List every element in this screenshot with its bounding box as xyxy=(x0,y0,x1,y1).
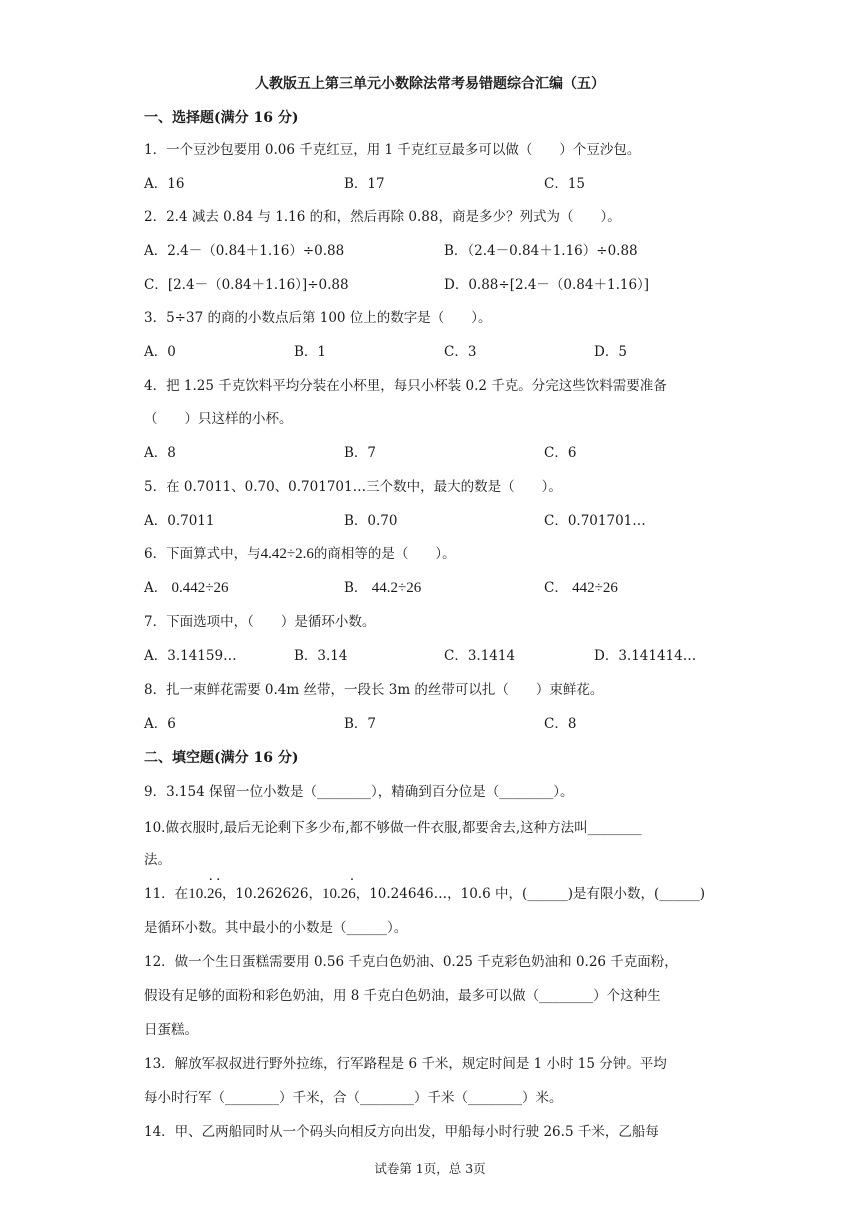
q11-repeating-decimal-1 xyxy=(188,886,222,902)
q11-n1-int: 10. xyxy=(188,886,207,902)
question-7: 7．下面选项中，（ ）是循环小数。 xyxy=(144,614,376,630)
q3-option-a: A．0 xyxy=(144,344,176,360)
q6-option-a-label: A． xyxy=(144,580,168,596)
q11-n2-digit-1: 2 xyxy=(340,886,349,902)
q7-option-c: C．3.1414 xyxy=(444,648,516,664)
q2-option-d: D．0.88÷[2.4－（0.84＋1.16）] xyxy=(444,277,650,293)
q4-option-b: B．7 xyxy=(344,445,377,461)
q7-option-a: A．3.14159… xyxy=(144,648,237,664)
question-8: 8．扎一束鲜花需要 0.4m 丝带，一段长 3m 的丝带可以扎（ ）束鲜花。 xyxy=(144,682,604,698)
question-1: 1．一个豆沙包要用 0.06 千克红豆，用 1 千克红豆最多可以做（ ）个豆沙包。 xyxy=(144,142,641,158)
q11-mid-1: ，10.262626， xyxy=(221,886,322,902)
q6-option-a-expr: 0.442÷26 xyxy=(171,580,229,596)
q11-n1-dot-digit-2: · 6 xyxy=(214,884,222,904)
question-11-line-2: 是循环小数。其中最小的小数是（______）。 xyxy=(144,920,408,936)
question-4-line-2: （ ）只这样的小杯。 xyxy=(144,411,293,427)
q4-option-a: A．8 xyxy=(144,445,176,461)
q6-text-after: 的商相等的是（ ）。 xyxy=(313,546,456,562)
q7-option-d: D．3.141414… xyxy=(594,648,697,664)
page-title: 人教版五上第三单元小数除法常考易错题综合汇编（五） xyxy=(255,76,605,92)
question-13-line-1: 13．解放军叔叔进行野外拉练，行军路程是 6 千米，规定时间是 1 小时 15 分钟。平均 xyxy=(144,1056,667,1072)
q6-option-c-label: C． xyxy=(544,580,568,596)
question-12-line-1: 12．做一个生日蛋糕需要用 0.56 千克白色奶油、0.25 千克彩色奶油和 0.26 千克面粉， xyxy=(144,954,678,970)
q6-option-b-label: B． xyxy=(344,580,368,596)
q8-option-b: B．7 xyxy=(344,716,377,732)
question-14-line-1: 14．甲、乙两船同时从一个码头向相反方向出发，甲船每小时行驶 26.5 千米，乙船每 xyxy=(144,1124,659,1140)
q11-prefix: 11．在 xyxy=(144,886,189,902)
q11-n1-dot-digit-1: · 2 xyxy=(207,884,215,904)
q4-option-c: C．6 xyxy=(544,445,577,461)
q11-n2-dot-digit-2: · 6 xyxy=(348,884,356,904)
q6-option-a xyxy=(144,578,229,598)
q1-option-c: C．15 xyxy=(544,176,586,192)
question-10-line-1: 10.做衣服时,最后无论剩下多少布,都不够做一件衣服,都要舍去,这种方法叫________ xyxy=(144,820,642,836)
question-13-line-2: 每小时行军（________）千米，合（________）千米（________）米。 xyxy=(144,1090,563,1106)
page-footer: 试卷第 1页，总 3页 xyxy=(374,1161,486,1176)
q6-option-b-expr: 44.2÷26 xyxy=(371,580,422,596)
q5-option-b: B．0.70 xyxy=(344,513,398,529)
q6-text-before: 6．下面算式中，与 xyxy=(144,546,261,562)
q11-mid-2: ，10.24646…，10.6 中，(______)是有限小数，(______) xyxy=(355,886,706,902)
question-9: 9．3.154 保留一位小数是（________），精确到百分位是（________）。 xyxy=(144,784,574,800)
question-11-line-1 xyxy=(144,884,705,904)
q8-option-c: C．8 xyxy=(544,716,577,732)
question-5: 5．在 0.7011、0.70、0.701701…三个数中，最大的数是（ ）。 xyxy=(144,479,562,495)
q5-option-a: A．0.7011 xyxy=(144,513,215,529)
q1-option-a: A．16 xyxy=(144,176,185,192)
q6-option-c-expr: 442÷26 xyxy=(572,580,618,596)
q3-option-c: C．3 xyxy=(444,344,477,360)
q1-option-b: B．17 xyxy=(344,176,385,192)
q11-repeating-decimal-2 xyxy=(322,886,356,902)
question-2: 2．2.4 减去 0.84 与 1.16 的和，然后再除 0.88，商是多少？列式为（ ）。 xyxy=(144,209,621,225)
q6-option-b xyxy=(344,578,421,598)
q3-option-b: B．1 xyxy=(294,344,327,360)
question-10-line-2: 法。 xyxy=(144,852,171,868)
q2-option-a: A．2.4－（0.84＋1.16）÷0.88 xyxy=(144,243,345,259)
question-6 xyxy=(144,544,456,564)
q7-option-b: B．3.14 xyxy=(294,648,348,664)
q11-n2-int: 10. xyxy=(321,886,341,902)
section-fill-heading: 二、填空题(满分 16 分) xyxy=(144,750,299,766)
q2-option-b: B．（2.4－0.84＋1.16）÷0.88 xyxy=(444,243,638,259)
q6-option-c xyxy=(544,578,618,598)
question-3: 3．5÷37 的商的小数点后第 100 位上的数字是（ ）。 xyxy=(144,310,492,326)
question-12-line-3: 日蛋糕。 xyxy=(144,1022,198,1038)
q6-expression: 4.42÷2.6 xyxy=(260,546,314,562)
q5-option-c: C．0.701701… xyxy=(544,513,646,529)
q2-option-c: C．[2.4－（0.84＋1.16）]÷0.88 xyxy=(144,277,349,293)
section-choice-heading: 一、选择题(满分 16 分) xyxy=(144,110,299,126)
q3-option-d: D．5 xyxy=(594,344,627,360)
question-4-line-1: 4．把 1.25 千克饮料平均分装在小杯里，每只小杯装 0.2 千克。分完这些饮料需要准备 xyxy=(144,378,667,394)
q8-option-a: A．6 xyxy=(144,716,176,732)
question-12-line-2: 假设有足够的面粉和彩色奶油，用 8 千克白色奶油，最多可以做（________）个这种生 xyxy=(144,988,661,1004)
